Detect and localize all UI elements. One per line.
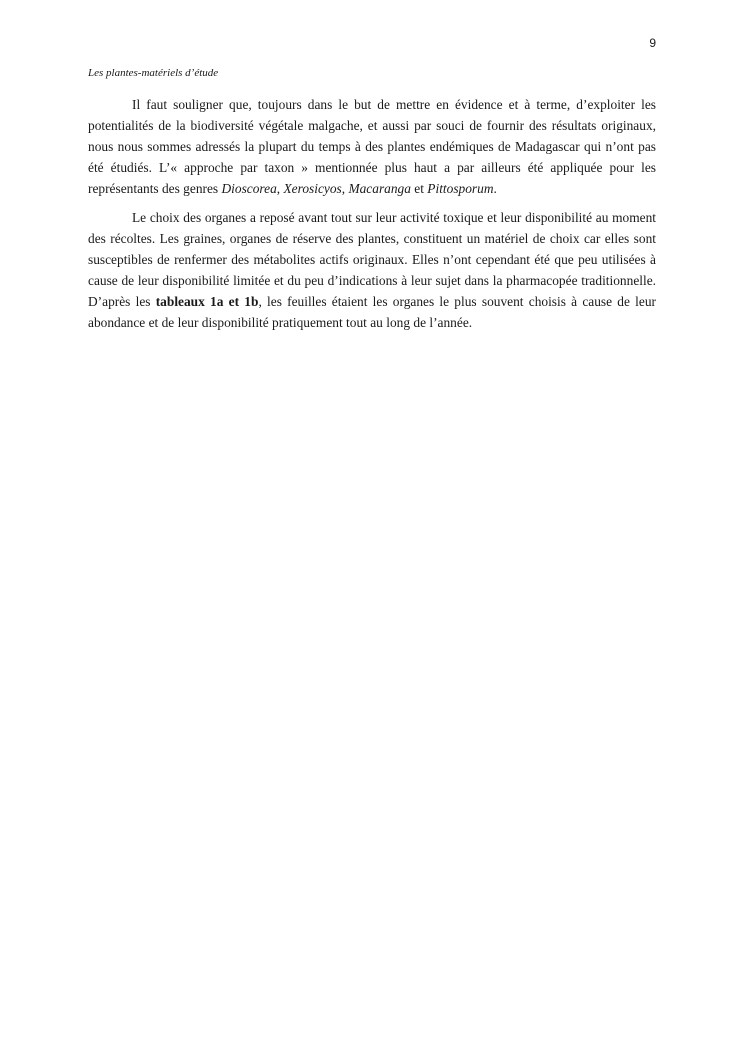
table-reference: tableaux 1a et 1b	[155, 294, 259, 309]
genus-macaranga: Macaranga	[348, 181, 411, 196]
paragraph-1	[88, 94, 656, 199]
paragraph-1-text: Il faut souligner que, toujours dans le but de mettre en évidence et à terme, d’exploiter les potentialités de la biodiversité végétale malgache, et aussi par souci de fournir des résultats originaux, nous nous sommes adressés la plupart du temps à des plantes endémiques de Madagascar qui n’ont pas été étudiés. L’« approche par taxon » mentionnée plus haut a par ailleurs été appliquée pour les représentants des genres	[88, 97, 656, 196]
page-number: 9	[649, 36, 656, 50]
running-header: Les plantes-matériels d’étude	[88, 67, 219, 79]
paragraph-2	[88, 207, 656, 333]
separator: et	[410, 181, 428, 196]
body-text	[88, 94, 656, 341]
genus-pittosporum: Pittosporum	[427, 181, 494, 196]
paragraph-2-text: Le choix des organes a reposé avant tout sur leur activité toxique et leur disponibilité au moment des récoltes. Les graines, organes de réserve des plantes, constituent un matériel de choix car elles sont susceptibles de renfermer des métabolites actifs originaux. Elles n’ont cependant été que peu utilisées à cause de leur disponibilité limitée et du peu d’indications à leur sujet dans la pharmacopée traditionnelle. D’après les	[88, 210, 656, 309]
paragraph-2-text-end: , les feuilles étaient les organes le plus souvent choisis à cause de leur abondance et de leur disponibilité pratiquement tout au long de l’année.	[88, 294, 656, 330]
separator: ,	[276, 181, 284, 196]
separator: ,	[341, 181, 349, 196]
paragraph-1-end: .	[493, 181, 497, 196]
genus-xerosicyos: Xerosicyos	[283, 181, 342, 196]
genus-dioscorea: Dioscorea	[221, 181, 277, 196]
